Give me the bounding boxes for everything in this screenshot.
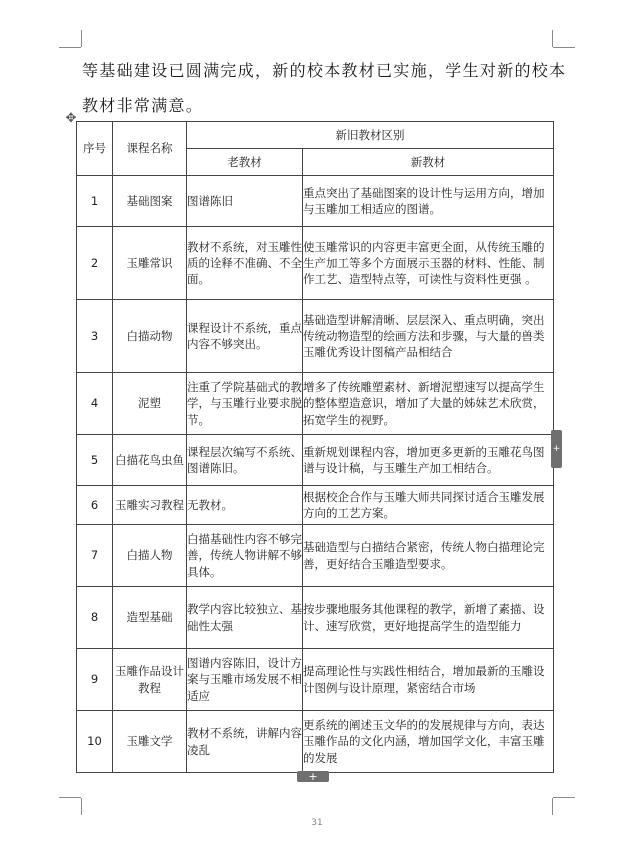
crop-mark-top-left-horizontal xyxy=(59,47,81,48)
crop-mark-top-left-vertical xyxy=(81,30,82,47)
crop-mark-bottom-right-horizontal xyxy=(553,797,575,798)
course-name-cell: 玉雕作品设计教程 xyxy=(113,649,187,711)
table-row xyxy=(77,587,554,649)
table-row xyxy=(77,649,554,711)
table-row xyxy=(77,486,554,525)
add-row-tab-button[interactable]: + xyxy=(297,771,329,782)
crop-mark-bottom-left-horizontal xyxy=(59,797,81,798)
crop-mark-top-right-vertical xyxy=(552,30,553,47)
old-material-cell: 课程设计不系统，重点内容不够突出。 xyxy=(187,300,303,373)
add-column-tab-button[interactable] xyxy=(551,430,562,468)
table-header-row xyxy=(77,122,554,149)
new-material-cell: 更系统的阐述玉文华的的发展规律与方向，表达玉雕作品的文化内涵，增加国学文化，丰富玉雕的发展 xyxy=(303,711,554,773)
course-name-cell: 玉雕实习教程 xyxy=(113,486,187,525)
old-material-cell: 图谱陈旧 xyxy=(187,176,303,227)
row-number-cell: 9 xyxy=(77,649,113,711)
row-number-cell: 4 xyxy=(77,373,113,435)
header-cell-diff: 新旧教材区别 xyxy=(187,122,554,149)
table-row xyxy=(77,176,554,227)
course-name-cell: 白描动物 xyxy=(113,300,187,373)
row-number-cell: 5 xyxy=(77,435,113,486)
table-row xyxy=(77,435,554,486)
course-name-cell: 造型基础 xyxy=(113,587,187,649)
table-body xyxy=(77,122,554,773)
crop-mark-bottom-right-vertical xyxy=(552,798,553,815)
row-number-cell: 3 xyxy=(77,300,113,373)
course-name-cell: 白描人物 xyxy=(113,525,187,587)
new-material-cell: 提高理论性与实践性相结合，增加最新的玉雕设计图例与设计原理，紧密结合市场 xyxy=(303,649,554,711)
course-name-cell: 基础图案 xyxy=(113,176,187,227)
row-number-cell: 8 xyxy=(77,587,113,649)
course-name-cell: 玉雕文学 xyxy=(113,711,187,773)
table-row xyxy=(77,373,554,435)
crop-mark-top-right-horizontal xyxy=(553,47,575,48)
old-material-cell: 教材不系统，对玉雕性质的诠释不准确、不全面。 xyxy=(187,227,303,300)
header-cell-new: 新教材 xyxy=(303,149,554,176)
course-name-cell: 白描花鸟虫鱼 xyxy=(113,435,187,486)
new-material-cell: 使玉雕常识的内容更丰富更全面，从传统玉雕的生产加工等多个方面展示玉器的材料、性能、制作工艺、造型特点等，可读性与资料性更强 。 xyxy=(303,227,554,300)
old-material-cell: 注重了学院基础式的教学，与玉雕行业要求脱节。 xyxy=(187,373,303,435)
table-row xyxy=(77,227,554,300)
new-material-cell: 根据校企合作与玉雕大师共同探讨适合玉雕发展方向的工艺方案。 xyxy=(303,486,554,525)
course-name-cell: 泥塑 xyxy=(113,373,187,435)
page-number: 31 xyxy=(311,818,323,828)
new-material-cell: 基础造型与白描结合紧密，传统人物白描理论完善，更好结合玉雕造型要求。 xyxy=(303,525,554,587)
header-cell-no: 序号 xyxy=(77,122,113,176)
table-row xyxy=(77,300,554,373)
header-cell-old: 老教材 xyxy=(187,149,303,176)
crop-mark-bottom-left-vertical xyxy=(81,798,82,815)
table-move-handle-icon[interactable]: ✥ xyxy=(65,111,77,126)
row-number-cell: 2 xyxy=(77,227,113,300)
row-number-cell: 10 xyxy=(77,711,113,773)
new-material-cell: 按步骤地服务其他课程的教学，新增了素描、设计、速写欣赏，更好地提高学生的造型能力 xyxy=(303,587,554,649)
header-cell-course: 课程名称 xyxy=(113,122,187,176)
table-row xyxy=(77,711,554,773)
old-material-cell: 教学内容比较独立、基础性太强 xyxy=(187,587,303,649)
old-material-cell: 无教材。 xyxy=(187,486,303,525)
intro-paragraph-line-2: 教材非常满意。 xyxy=(82,96,204,115)
new-material-cell: 重点突出了基础图案的设计性与运用方向，增加与玉雕加工相适应的图谱。 xyxy=(303,176,554,227)
row-number-cell: 6 xyxy=(77,486,113,525)
row-number-cell: 7 xyxy=(77,525,113,587)
table-row xyxy=(77,525,554,587)
new-material-cell: 增多了传统雕塑素材、新增泥塑速写以提高学生的整体塑造意识，增加了大量的姊妹艺术欣赏，拓宽学生的视野。 xyxy=(303,373,554,435)
old-material-cell: 教材不系统，讲解内容凌乱 xyxy=(187,711,303,773)
plus-icon: + xyxy=(552,444,561,454)
course-comparison-table xyxy=(76,121,554,773)
new-material-cell: 重新规划课程内容，增加更多更新的玉雕花鸟图谱与设计稿，与玉雕生产加工相结合。 xyxy=(303,435,554,486)
old-material-cell: 图谱内容陈旧，设计方案与玉雕市场发展不相适应 xyxy=(187,649,303,711)
old-material-cell: 白描基础性内容不够完善，传统人物讲解不够具体。 xyxy=(187,525,303,587)
intro-paragraph-line-1: 等基础建设已圆满完成，新的校本教材已实施，学生对新的校本 xyxy=(82,61,567,80)
course-name-cell: 玉雕常识 xyxy=(113,227,187,300)
old-material-cell: 课程层次编写不系统、图谱陈旧。 xyxy=(187,435,303,486)
row-number-cell: 1 xyxy=(77,176,113,227)
new-material-cell: 基础造型讲解清晰、层层深入、重点明确，突出传统动物造型的绘画方法和步骤，与大量的兽类玉雕优秀设计图稿产品相结合 xyxy=(303,300,554,373)
